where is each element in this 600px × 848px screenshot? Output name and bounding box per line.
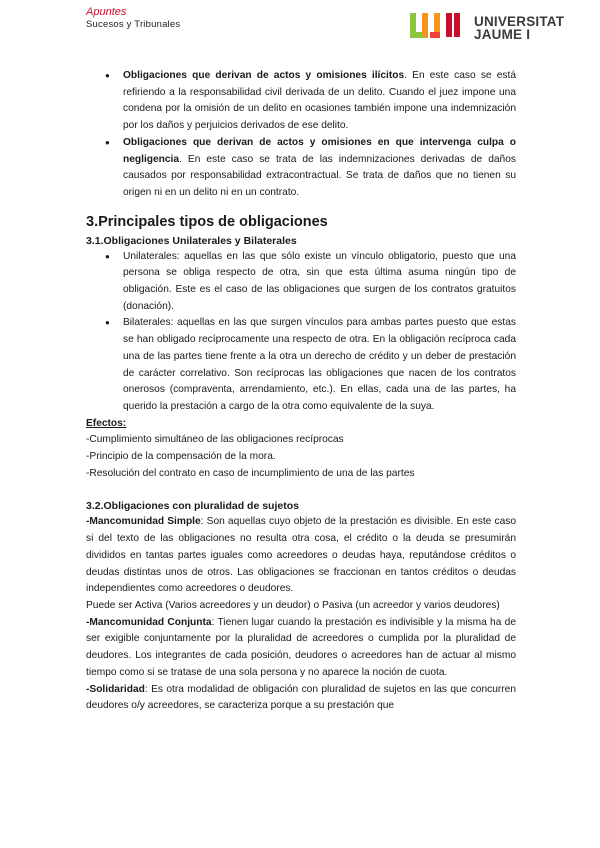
section-3-1-heading: 3.1.Obligaciones Unilaterales y Bilaterales	[86, 234, 297, 247]
mancomunidad-simple-note: Puede ser Activa (Varios acreedores y un deudor) o Pasiva (un acreedor y varios deudores)	[86, 599, 500, 611]
efectos-item: -Principio de la compensación de la mora.	[86, 451, 276, 463]
intro-bullet-list	[86, 68, 516, 202]
list-item: ● Obligaciones que derivan de actos y omisiones ilícitos. En este caso se está refiriendo a la responsabilidad civil derivada de un delito. Cuando el juez impone una condena por la omisión de un delito en ocasiones también impone una indemnización por los daños y perjuicios derivados de ese delito.	[123, 68, 516, 135]
section-3-heading: 3.Principales tipos de obligaciones	[86, 213, 328, 230]
logo-text: UNIVERSITAT JAUME I	[474, 14, 565, 42]
uji-logo-mark-icon	[410, 13, 468, 43]
page-header	[86, 6, 180, 30]
mancomunidad-simple-paragraph: -Mancomunidad Simple: Son aquellas cuyo objeto de la prestación es divisible. En este caso si del texto de las obligaciones no resulta otra cosa, el crédito o la deuda se presumirán divididos en tantas partes iguales como acreedores o deudas haya, reputándose créditos o deudas distintas unos de otros. Las obligaciones se fraccionan en tantos créditos o deudas independientes como acreedores o deudores.	[86, 516, 516, 595]
header-brand: Apuntes	[86, 6, 127, 18]
mancomunidad-conjunta-paragraph: -Mancomunidad Conjunta: Tienen lugar cuando la prestación es indivisible y la misma ha de ser exigible conjuntamente por la pluralidad de acreedores o cumplida por la pluralidad de deudores. Los integrantes de cada posición, deudores o acreedores han de actuar al mismo tiempo como si se tratase de una sola persona y no aparece la noción de cuota.	[86, 616, 516, 678]
list-item: ● Bilaterales: aquellas en las que surgen vínculos para ambas partes puesto que estas se han obligado recíprocamente una respecto de otra. En la obligación recíproca cada una de las partes tiene frente a la otra un derecho de crédito y un deber de prestación de carácter correlativo. Son recíprocas las obligaciones que nacen de los contratos onerosos (compraventa, arrendamiento, etc.). En ellas, cada una de las partes, ha querido la prestación a cargo de la otra como equivalente de la suya.	[123, 315, 516, 415]
list-item: ● Obligaciones que derivan de actos y omisiones en que intervenga culpa o negligencia. En este caso se trata de las indemnizaciones derivadas de daños causados por responsabilidad extracontractual. Se trata de daños que no tienen su origen ni en un delito ni en un contrato.	[123, 135, 516, 202]
efectos-item: -Cumplimiento simultáneo de las obligaciones recíprocas	[86, 434, 344, 446]
types-bullet-list	[86, 249, 516, 416]
header-subtitle: Sucesos y Tribunales	[86, 19, 181, 30]
section-3-2-heading: 3.2.Obligaciones con pluralidad de sujetos	[86, 500, 299, 513]
document-body	[86, 68, 516, 715]
list-item: ● Unilaterales: aquellas en las que sólo existe un vínculo obligatorio, puesto que una persona se obliga respecto de otra, sin que esta última asuma ningún tipo de obligación. Este es el caso de las obligaciones que surgen de los contratos gratuitos (donación).	[123, 249, 516, 316]
solidaridad-paragraph: -Solidaridad: Es otra modalidad de obligación con pluralidad de sujetos en las que concurren deudores o/y acreedores, se caracteriza porque a su prestación que	[86, 683, 516, 712]
efectos-heading: Efectos:	[86, 417, 127, 429]
efectos-item: -Resolución del contrato en caso de incumplimiento de una de las partes	[86, 467, 415, 479]
university-logo	[410, 13, 564, 43]
